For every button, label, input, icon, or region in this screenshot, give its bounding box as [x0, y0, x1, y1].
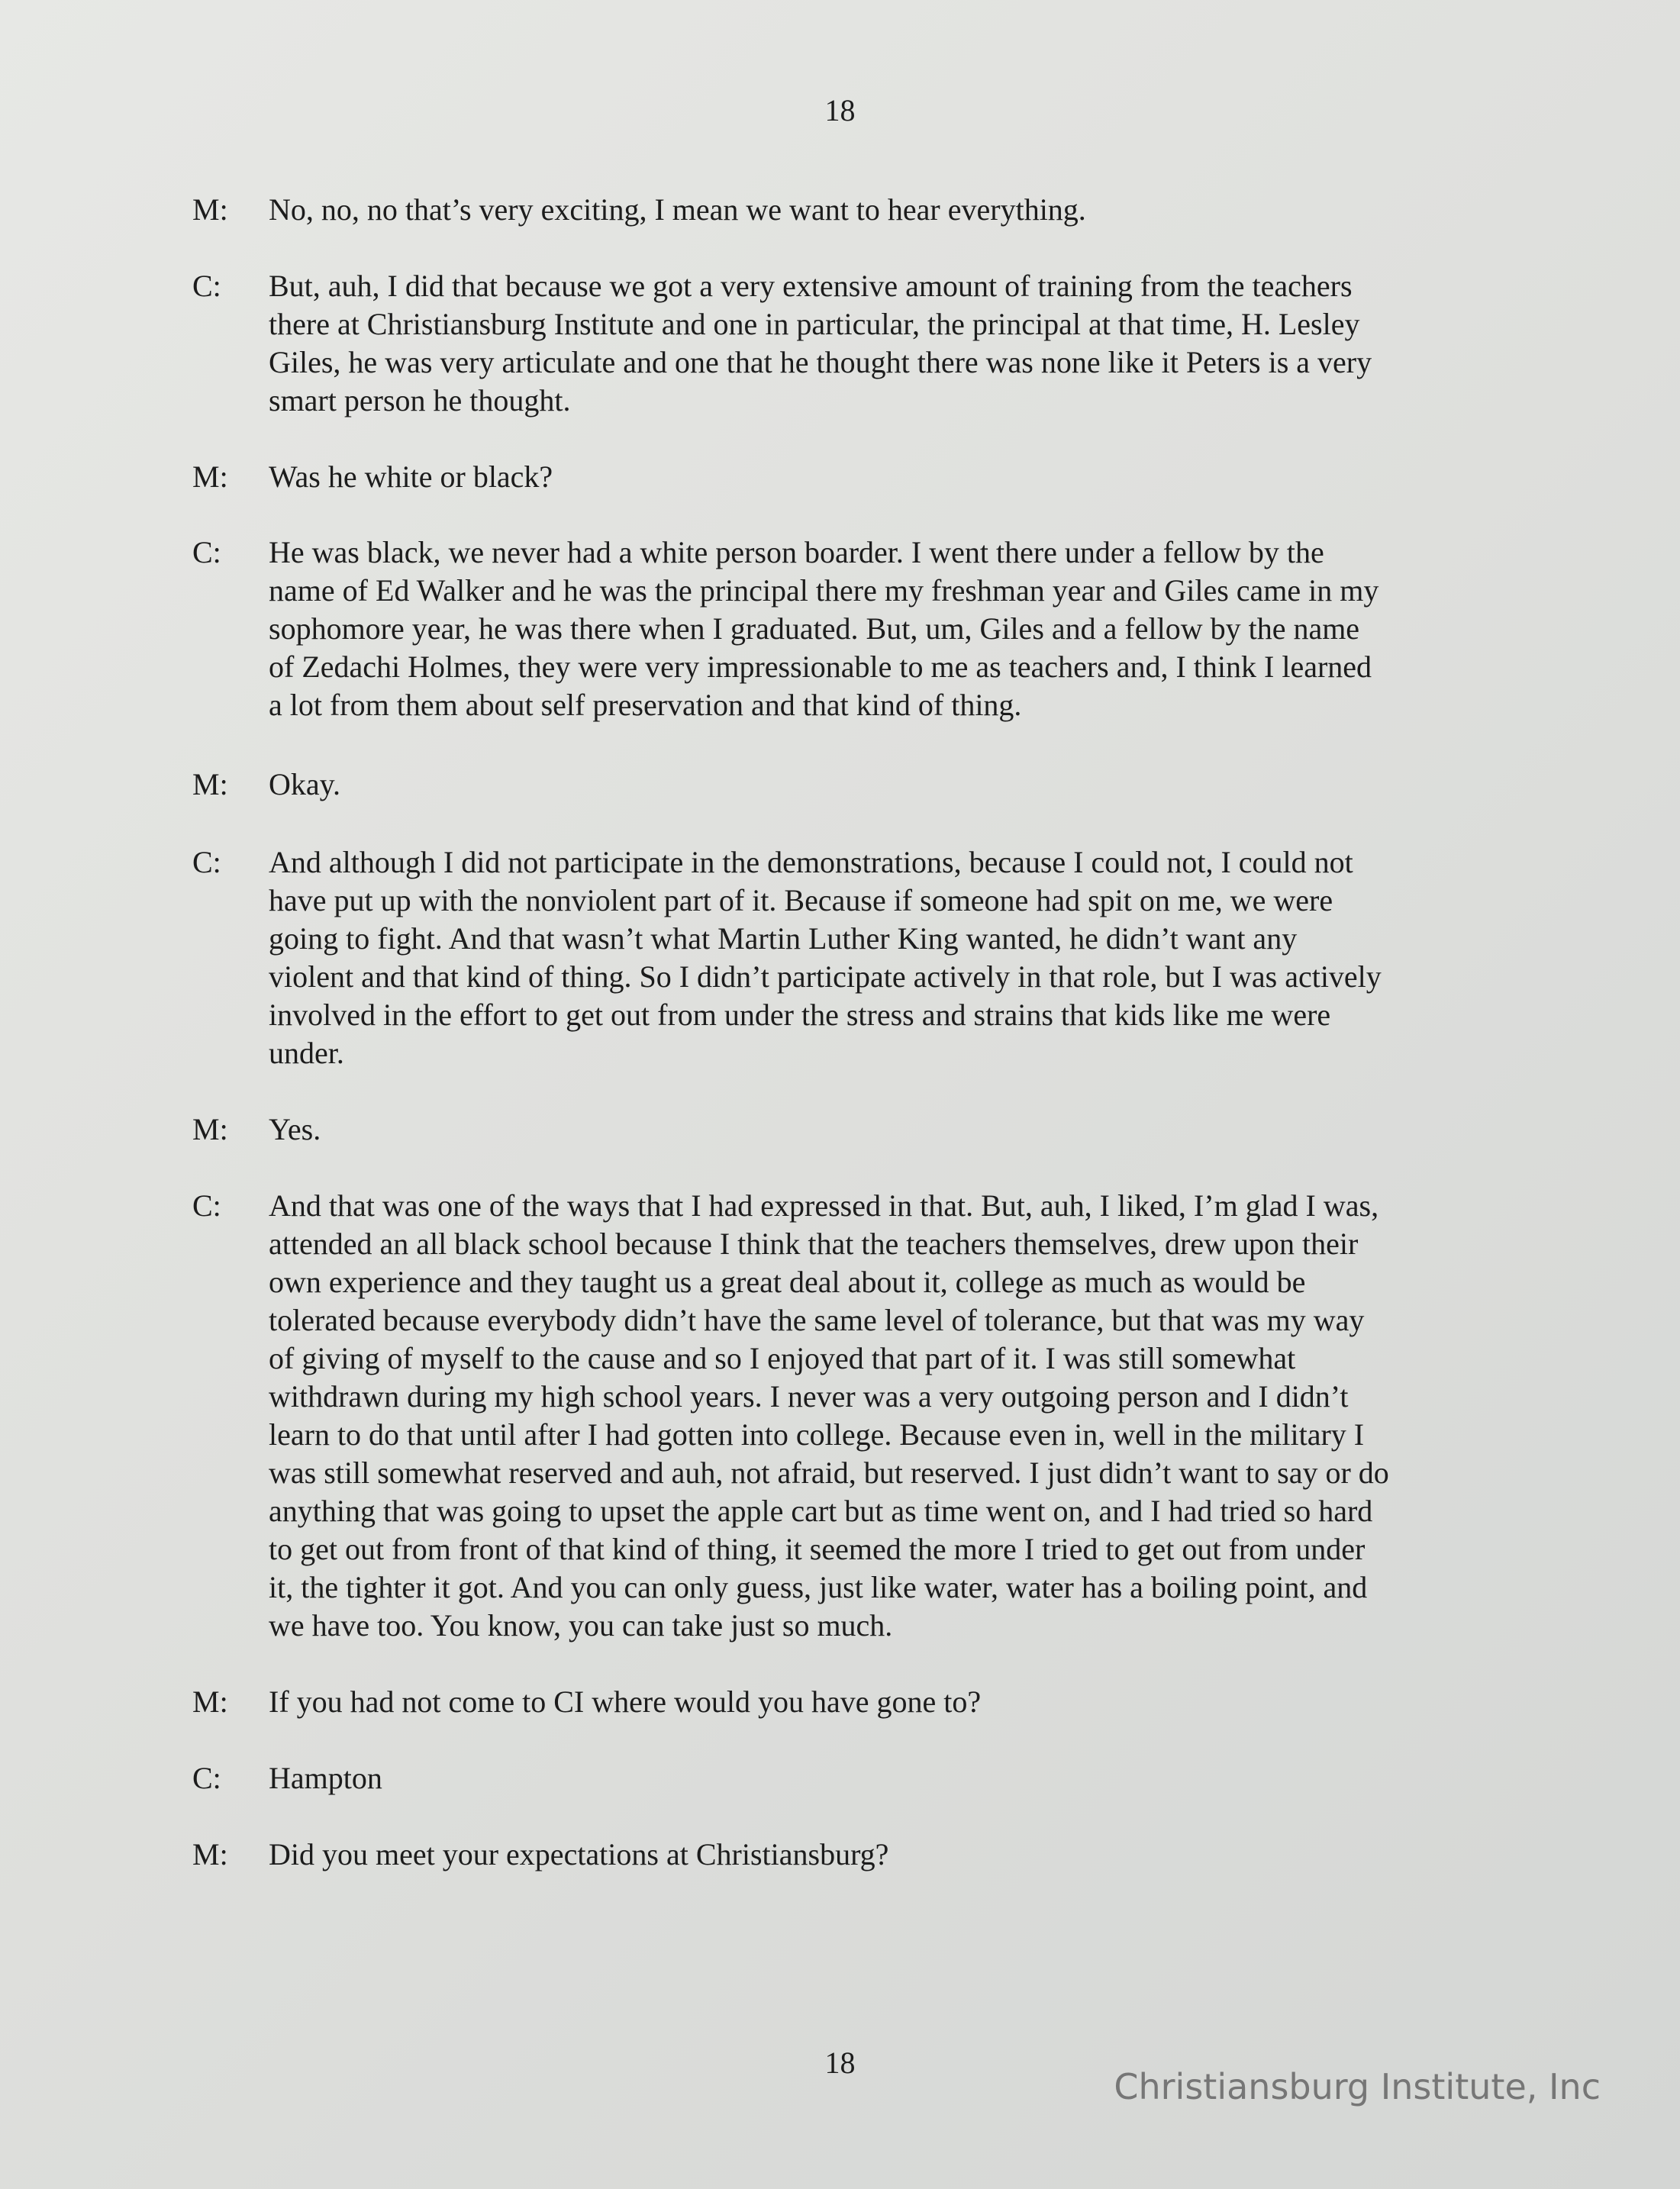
transcript-entry: [192, 191, 1505, 229]
transcript-entry: [192, 1187, 1505, 1645]
entry-text: No, no, no that’s very exciting, I mean we want to hear everything.: [269, 192, 1086, 227]
entry-text: Okay.: [269, 767, 341, 801]
entry-text: He was black, we never had a white person boarder. I went there under a fellow by the name of Ed Walker and he was the principal there my freshman year and Giles came in my sophomore year, he was there when I graduated. But, um, Giles and a fellow by the name of Zedachi Holmes, they were very impressionable to me as teachers and, I think I learned a lot from them about self preservation and that kind of thing.: [269, 535, 1379, 722]
transcript-entry: [192, 534, 1505, 724]
speaker-label: C:: [192, 845, 221, 879]
speaker-label: C:: [192, 1761, 221, 1795]
transcript-entry: [192, 458, 1505, 496]
speaker-label: C:: [192, 535, 221, 569]
entry-text: Hampton: [269, 1761, 382, 1795]
speaker-label: M:: [192, 1112, 228, 1146]
transcript-entry: [192, 766, 1505, 804]
page-number-bottom: 18: [824, 2046, 856, 2080]
entry-text: And although I did not participate in the demonstrations, because I could not, I could not have put up with the nonviolent part of it. Because if someone had spit on me, we were going to fight. And that wasn’t what Martin Luther King wanted, he didn’t want any violent and that kind of thing. So I didn’t participate actively in that role, but I was actively involved in the effort to get out from under the stress and strains that kids like me were under.: [269, 845, 1382, 1070]
transcript-entry: [192, 1836, 1505, 1874]
page-number-top: 18: [824, 93, 856, 127]
speaker-label: M:: [192, 459, 228, 494]
speaker-label: M:: [192, 1684, 228, 1719]
transcript-entry: [192, 1683, 1505, 1721]
speaker-label: M:: [192, 192, 228, 227]
speaker-label: C:: [192, 269, 221, 303]
speaker-label: M:: [192, 767, 228, 801]
speaker-label: M:: [192, 1837, 228, 1871]
transcript-entry: [192, 267, 1505, 420]
entry-text: And that was one of the ways that I had expressed in that. But, auh, I liked, I’m glad I was, attended an all black school because I think that the teachers themselves, drew upon their own experience and they taught us a great deal about it, college as much as would be tolerated because everybody didn’t have the same level of tolerance, but that was my way of giving of myself to the cause and so I enjoyed that part of it. I was still somewhat withdrawn during my high school years. I never was a very outgoing person and I didn’t learn to do that until after I had gotten into college. Because even in, well in the military I was still somewhat reserved and auh, not afraid, but reserved. I just didn’t want to say or do anything that was going to upset the apple cart but as time went on, and I had tried so hard to get out from front of that kind of thing, it seemed the more I tried to get out from under it, the tighter it got. And you can only guess, just like water, water has a boiling point, and we have too. You know, you can take just so much.: [269, 1188, 1389, 1643]
interview-transcript: [192, 191, 1505, 1874]
entry-text: Was he white or black?: [269, 459, 553, 494]
transcript-entry: [192, 843, 1505, 1072]
entry-text: But, auh, I did that because we got a very extensive amount of training from the teachers there at Christiansburg Institute and one in particular, the principal at that time, H. Lesley Giles, he was very articulate and one that he thought there was none like it Peters is a very smart person he thought.: [269, 269, 1372, 417]
entry-text: Did you meet your expectations at Christiansburg?: [269, 1837, 889, 1871]
entry-text: If you had not come to CI where would you have gone to?: [269, 1684, 982, 1719]
entry-text: Yes.: [269, 1112, 321, 1146]
transcript-entry: [192, 1759, 1505, 1797]
watermark: Christiansburg Institute, Inc: [1114, 2066, 1601, 2107]
transcript-entry: [192, 1111, 1505, 1149]
speaker-label: C:: [192, 1188, 221, 1223]
